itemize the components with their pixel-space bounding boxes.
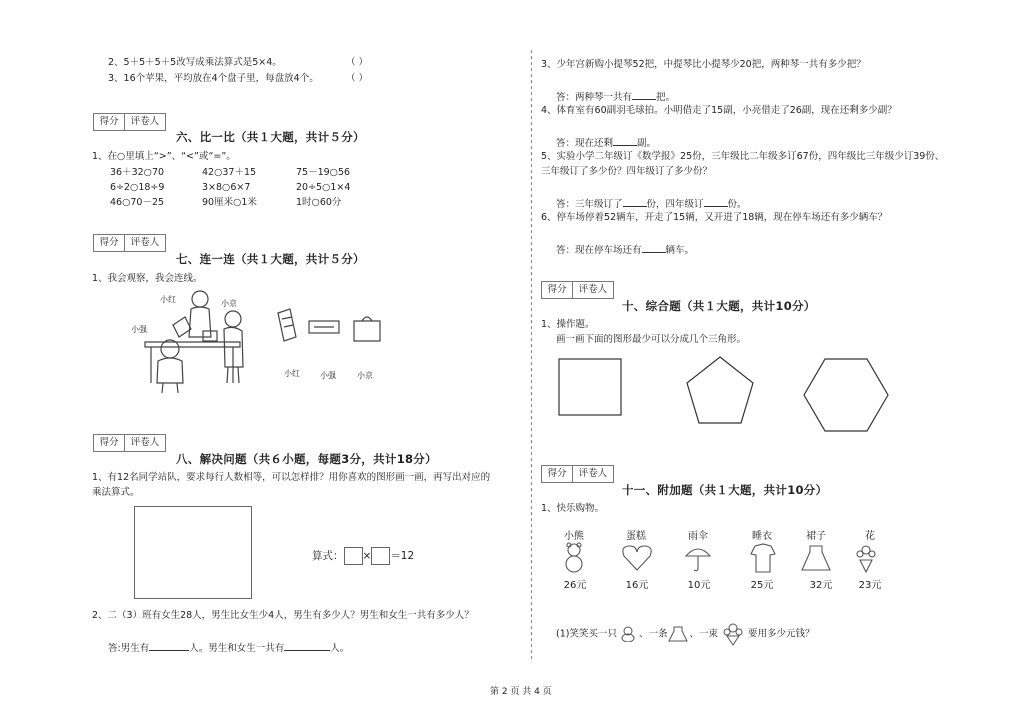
score-box-11: 得分 评卷人 — [541, 465, 614, 483]
item-name-pajamas: 睡衣 — [752, 531, 772, 542]
right-q6: 6、停车场停着52辆车，开走了15辆，又开进了18辆，现在停车场还有多少辆车？ — [541, 212, 888, 223]
item-price-pajamas: 25元 — [750, 580, 774, 591]
cake-icon — [623, 546, 651, 570]
formula: 算式： × ＝12 — [312, 547, 414, 565]
compare-1-1: 36＋32○70 — [110, 167, 165, 178]
item-price-bear: 26元 — [563, 580, 587, 591]
compare-1-2: 42○37＋15 — [202, 167, 257, 178]
right-q5-line1: 5、实验小学二年级订《数学报》25份，三年级比二年级多订67份，四年级比三年级少订39份、 — [541, 151, 945, 162]
formula-blank-2[interactable] — [371, 547, 390, 565]
object-label-3: 小京 — [357, 371, 373, 380]
right-a3: 答：两种琴一共有 把。 — [556, 89, 675, 104]
skirt-icon — [802, 546, 830, 570]
answer-blank[interactable] — [642, 242, 666, 253]
section-6-title: 六、比一比（共１大题，共计５分） — [176, 130, 365, 144]
square-shape — [559, 359, 621, 415]
item-price-umbrella: 10元 — [687, 580, 711, 591]
umbrella-icon — [686, 549, 710, 571]
pajamas-icon — [751, 544, 775, 572]
item-price-cake: 16元 — [625, 580, 649, 591]
right-q5-line2: 三年级订了多少份？四年级订了多少份？ — [541, 166, 713, 177]
compare-2-2: 3×8○6×7 — [202, 182, 251, 193]
section-10-title: 十、综合题（共１大题，共计10分） — [622, 299, 816, 313]
item-name-cake: 蛋糕 — [626, 531, 646, 542]
answer-blank[interactable] — [149, 640, 189, 651]
section-8-q1-line1: 1、有12名同学站队，要求每行人数相等，可以怎样排？用你喜欢的图形画一画，再写出对应的 — [92, 472, 491, 483]
formula-blank-1[interactable] — [344, 547, 363, 565]
answer-blank[interactable] — [613, 135, 637, 146]
judge-q2: 2、5＋5＋5＋5改写成乘法算式是5×4。 — [108, 57, 282, 68]
person-label-xiaohong: 小红 — [160, 295, 176, 304]
shopping-question: (1)笑笑买一只 、一条 、一束 要用多少元钱？ — [556, 622, 815, 646]
item-price-flower: 23元 — [858, 580, 882, 591]
judge-q3: 3、16个苹果，平均放在4个盘子里，每盘放4个。 — [108, 73, 319, 84]
answer-blank[interactable] — [284, 640, 330, 651]
section-8-title: 八、解决问题（共６小题，每题3分，共计18分） — [176, 452, 437, 466]
right-a6: 答：现在停车场还有 辆车。 — [556, 242, 694, 257]
compare-3-3: 1时○60分 — [296, 197, 342, 208]
grader-label: 评卷人 — [130, 116, 160, 127]
answer-blank[interactable] — [632, 89, 656, 100]
judge-q2-paren[interactable]: （ ） — [346, 57, 369, 68]
compare-2-3: 20÷5○1×4 — [296, 182, 351, 193]
observation-illustration — [125, 287, 265, 397]
shop-items-illustration — [560, 542, 890, 574]
flower-icon — [718, 622, 748, 646]
flower-icon — [857, 546, 875, 572]
section-11-title: 十一、附加题（共１大题，共计10分） — [622, 483, 828, 497]
item-name-umbrella: 雨伞 — [688, 531, 708, 542]
pentagon-shape — [687, 357, 753, 423]
score-label: 得分 — [94, 114, 125, 130]
page-footer: 第 2 页 共 4 页 — [490, 687, 552, 697]
section-10-q1: 1、操作题。 — [541, 319, 595, 330]
answer-blank[interactable] — [623, 196, 647, 207]
section-10-q1-sub: 画一画下面的图形最少可以分成几个三角形。 — [556, 334, 747, 345]
observed-objects — [272, 307, 384, 352]
score-box-7: 得分 评卷人 — [93, 234, 166, 252]
score-box-8: 得分 评卷人 — [93, 434, 166, 452]
hexagon-shape — [804, 359, 888, 431]
object-label-1: 小红 — [284, 369, 300, 378]
right-a5: 答：三年级订了 份，四年级订 份。 — [556, 196, 747, 211]
compare-1-3: 75－19○56 — [296, 167, 351, 178]
section-8-q2: 2、二（3）班有女生28人，男生比女生少4人，男生有多少人？男生和女生一共有多少人？ — [92, 610, 474, 621]
right-q3: 3、少年宫新购小提琴52把，中提琴比小提琴少20把，两种琴一共有多少把？ — [541, 59, 866, 70]
judge-q3-paren[interactable]: （ ） — [346, 73, 369, 84]
object-label-2: 小强 — [320, 371, 336, 380]
section-11-q1: 1、快乐购物。 — [541, 503, 605, 514]
score-box-10: 得分 评卷人 — [541, 281, 614, 299]
score-box-6 — [93, 113, 166, 131]
drawing-box[interactable] — [134, 506, 252, 599]
right-q4: 4、体育室有60副羽毛球拍。小明借走了15副，小亮借走了26副，现在还剩多少副？ — [541, 105, 897, 116]
section-6-q1: 1、在○里填上“>”、“<”或“=”。 — [92, 151, 236, 162]
compare-3-2: 90厘米○1米 — [202, 197, 257, 208]
item-name-flower: 花 — [865, 531, 875, 542]
person-label-xiaoqiang: 小强 — [131, 325, 147, 334]
section-8-a2: 答:男生有 人。男生和女生一共有 人。 — [108, 640, 349, 655]
bear-icon — [617, 626, 639, 642]
compare-3-1: 46○70－25 — [110, 197, 165, 208]
person-label-xiaojing: 小京 — [221, 299, 237, 308]
shapes-figure — [555, 353, 895, 435]
section-7-title: 七、连一连（共１大题，共计５分） — [176, 252, 365, 266]
section-7-q1: 1、我会观察，我会连线。 — [92, 273, 203, 284]
section-8-q1-line2: 乘法算式。 — [92, 487, 140, 498]
item-name-bear: 小熊 — [564, 531, 584, 542]
answer-blank[interactable] — [704, 196, 728, 207]
compare-2-1: 6÷2○18÷9 — [110, 182, 165, 193]
bear-icon — [566, 543, 582, 572]
skirt-icon — [667, 625, 689, 643]
column-divider — [531, 50, 532, 662]
right-a4: 答：现在还剩 副。 — [556, 135, 656, 150]
item-name-skirt: 裙子 — [806, 531, 826, 542]
item-price-skirt: 32元 — [809, 580, 833, 591]
